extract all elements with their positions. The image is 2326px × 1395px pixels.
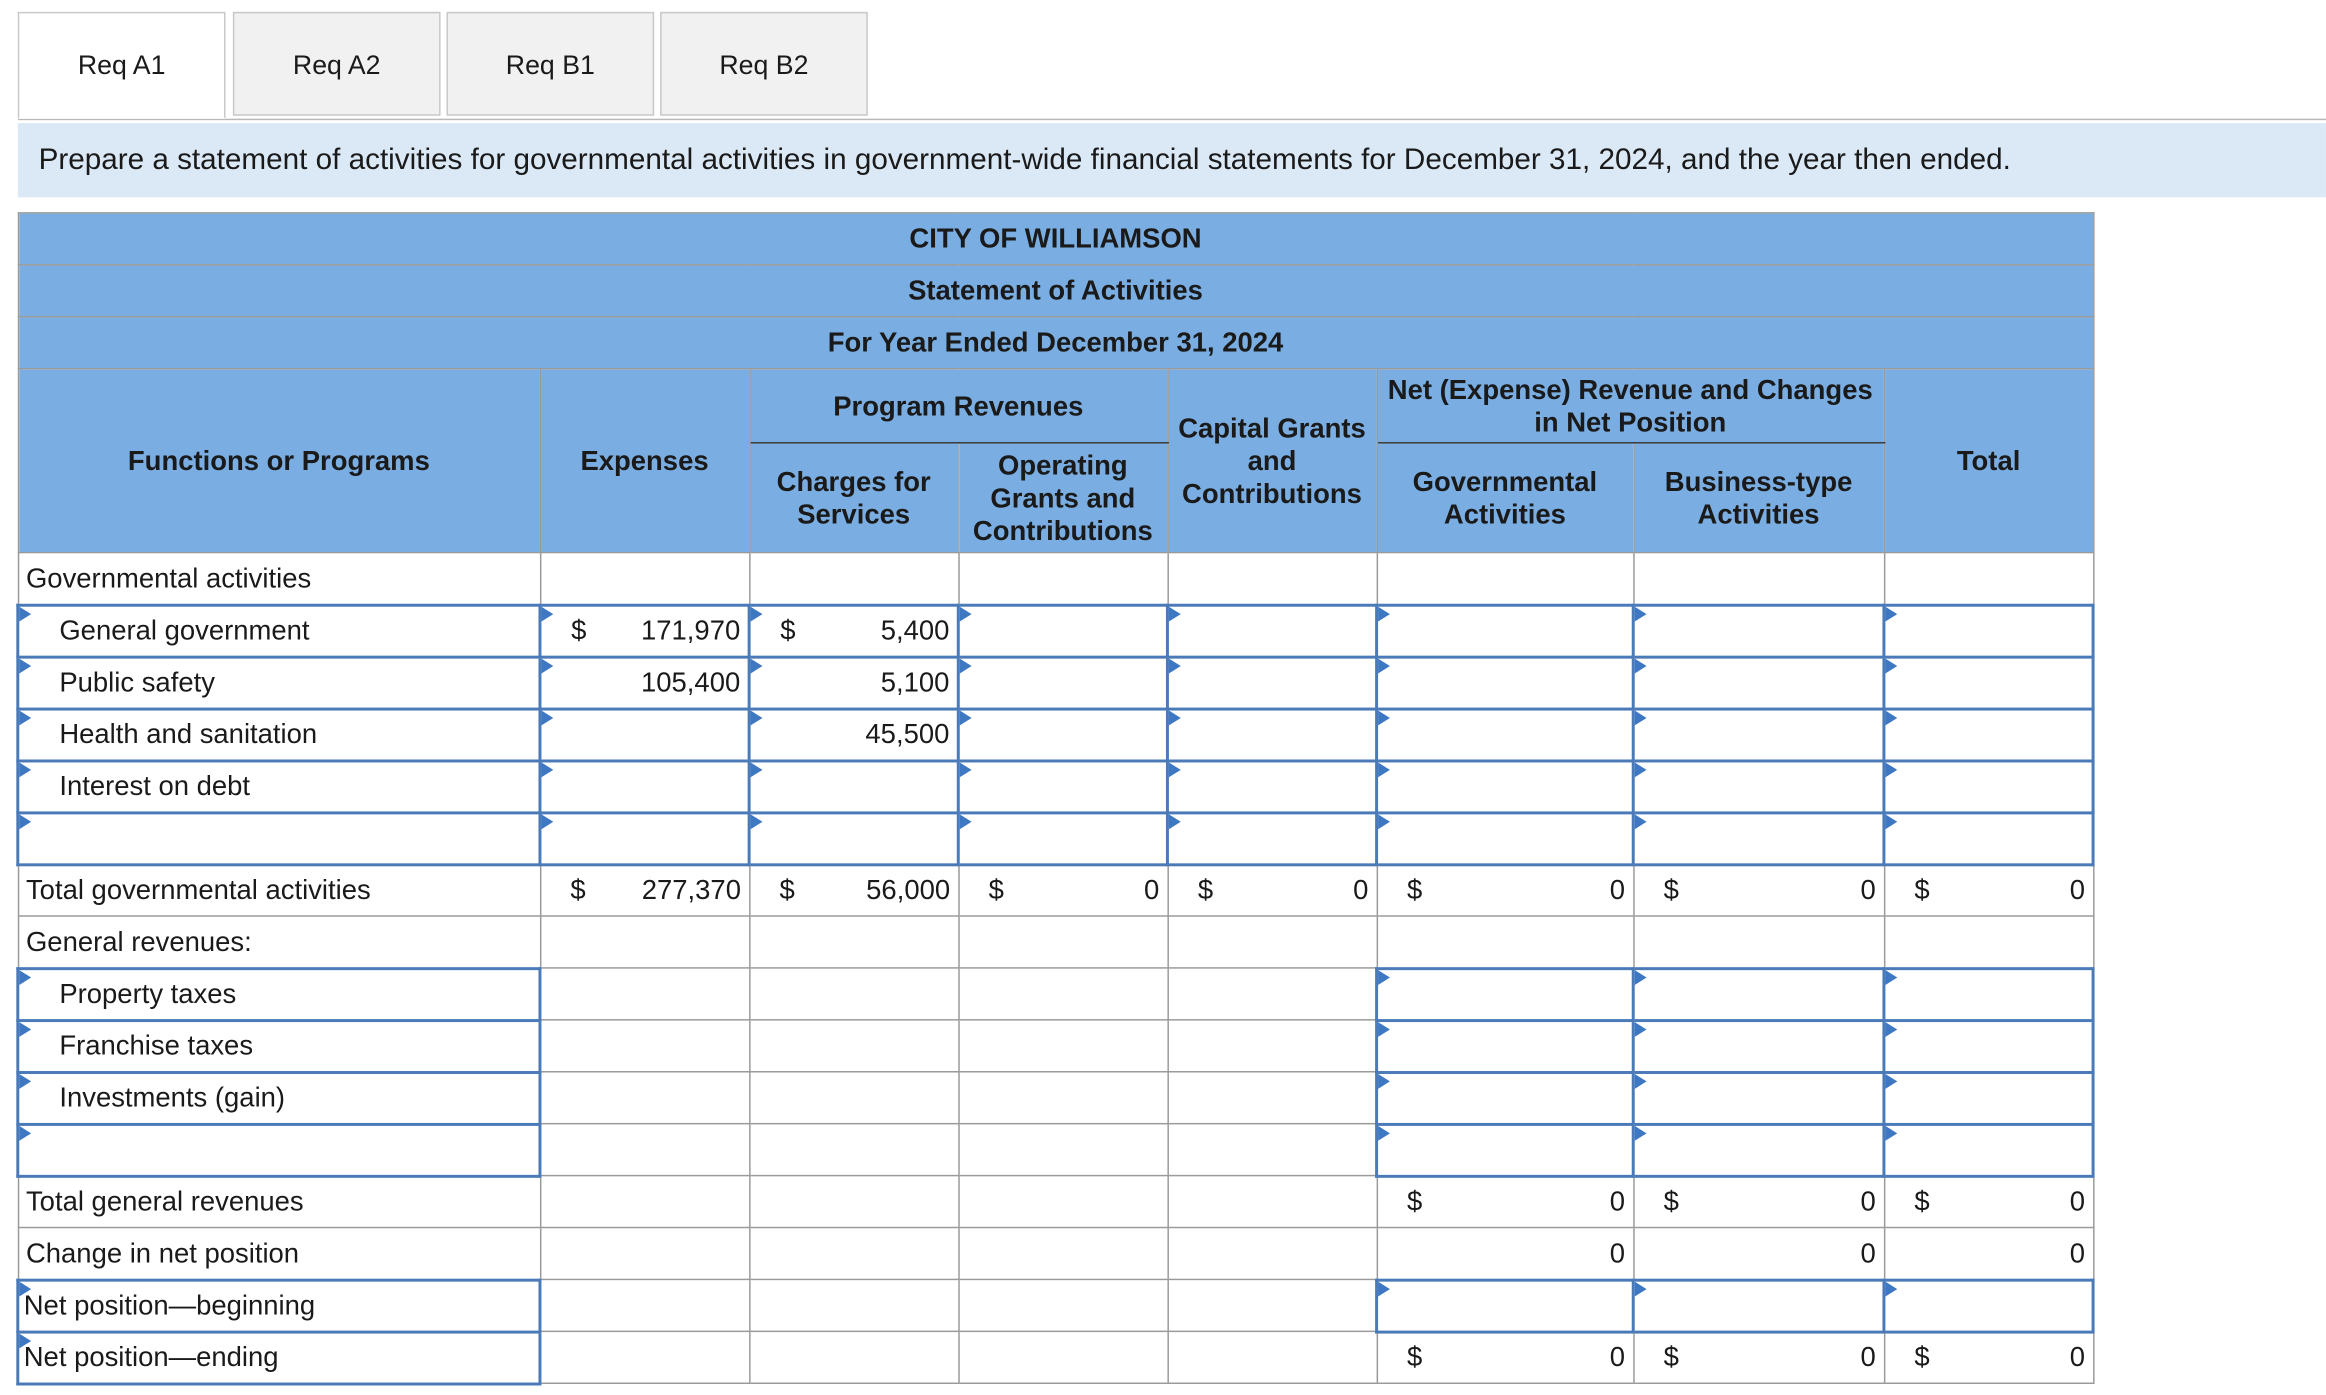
revenue-governmental-input[interactable] xyxy=(1377,1072,1634,1124)
currency-symbol: $ xyxy=(1407,1341,1423,1373)
business-input[interactable] xyxy=(1633,656,1884,708)
program-label-input[interactable]: Public safety xyxy=(18,656,540,708)
charges-input[interactable] xyxy=(749,760,958,812)
business-input[interactable] xyxy=(1633,760,1884,812)
expenses-input[interactable] xyxy=(540,812,749,864)
business-input[interactable] xyxy=(1633,812,1884,864)
statement-name: Statement of Activities xyxy=(18,265,2093,317)
total-charges-value: 56,000 xyxy=(866,874,951,906)
capital-input[interactable] xyxy=(1167,656,1376,708)
total-governmental-value: 0 xyxy=(1609,874,1626,906)
revenue-label-input[interactable] xyxy=(18,1124,540,1176)
total-general-business: 0 xyxy=(1860,1185,1876,1217)
currency-symbol: $ xyxy=(1197,874,1214,906)
program-label-input[interactable]: Health and sanitation xyxy=(18,708,540,760)
revenue-business-input[interactable] xyxy=(1633,968,1884,1020)
beginning-business-input[interactable] xyxy=(1633,1279,1884,1331)
revenue-label-input[interactable]: Investments (gain) xyxy=(18,1072,540,1124)
header-functions: Functions or Programs xyxy=(18,369,540,553)
operating-input[interactable] xyxy=(958,656,1167,708)
header-program-revenues: Program Revenues xyxy=(749,369,1167,443)
total-capital-value: 0 xyxy=(1353,874,1369,906)
operating-input[interactable] xyxy=(958,708,1167,760)
revenue-governmental-input[interactable] xyxy=(1377,1124,1634,1176)
total-general-total: 0 xyxy=(2069,1185,2086,1217)
currency-symbol: $ xyxy=(1914,1185,1930,1217)
capital-input[interactable] xyxy=(1167,604,1376,656)
program-label-input[interactable]: General government xyxy=(18,604,540,656)
tab-bar xyxy=(18,12,2326,120)
currency-symbol: $ xyxy=(1407,1185,1423,1217)
instruction-text: Prepare a statement of activities for governmental activities in government-wide financial statements for December 31, 2024, and the year then ended. xyxy=(18,123,2326,197)
charges-input[interactable] xyxy=(749,708,958,760)
charges-value: 45,500 xyxy=(865,717,950,750)
business-input[interactable] xyxy=(1633,604,1884,656)
header-business: Business-type Activities xyxy=(1633,443,1884,553)
governmental-input[interactable] xyxy=(1377,812,1634,864)
net-position-beginning-label[interactable]: Net position—beginning xyxy=(18,1279,540,1331)
revenue-label-input[interactable]: Franchise taxes xyxy=(18,1020,540,1072)
total-general-revenues-label: Total general revenues xyxy=(18,1176,540,1228)
total-input[interactable] xyxy=(1884,812,2093,864)
expenses-value: 171,970 xyxy=(641,614,741,646)
business-input[interactable] xyxy=(1633,708,1884,760)
revenue-governmental-input[interactable] xyxy=(1377,968,1634,1020)
change-business: 0 xyxy=(1860,1236,1876,1268)
currency-symbol: $ xyxy=(1663,1341,1679,1373)
currency-symbol: $ xyxy=(571,614,587,646)
change-in-net-position-label: Change in net position xyxy=(18,1228,540,1280)
ending-governmental: 0 xyxy=(1609,1341,1626,1373)
currency-symbol: $ xyxy=(1663,874,1679,906)
beginning-total-input[interactable] xyxy=(1884,1279,2093,1331)
header-charges: Charges for Services xyxy=(749,443,958,553)
program-label-input[interactable] xyxy=(18,812,540,864)
expenses-input[interactable] xyxy=(540,708,749,760)
currency-symbol: $ xyxy=(779,874,795,906)
header-operating: Operating Grants and Contributions xyxy=(958,443,1167,553)
revenue-governmental-input[interactable] xyxy=(1377,1020,1634,1072)
revenue-total-input[interactable] xyxy=(1884,1020,2093,1072)
governmental-input[interactable] xyxy=(1377,760,1634,812)
total-general-governmental: 0 xyxy=(1609,1185,1626,1217)
charges-input[interactable] xyxy=(749,604,958,656)
ending-business: 0 xyxy=(1860,1341,1876,1373)
total-total-value: 0 xyxy=(2069,874,2086,906)
header-capital: Capital Grants and Contributions xyxy=(1167,369,1376,553)
header-net-position: Net (Expense) Revenue and Changes in Net Position xyxy=(1377,369,1884,443)
total-expenses-value: 277,370 xyxy=(641,874,741,906)
revenue-total-input[interactable] xyxy=(1884,1124,2093,1176)
operating-input[interactable] xyxy=(958,760,1167,812)
currency-symbol: $ xyxy=(1914,1341,1930,1373)
charges-value: 5,400 xyxy=(880,614,950,646)
revenue-business-input[interactable] xyxy=(1633,1072,1884,1124)
capital-input[interactable] xyxy=(1167,708,1376,760)
header-expenses: Expenses xyxy=(540,369,749,553)
revenue-label-input[interactable]: Property taxes xyxy=(18,968,540,1020)
currency-symbol: $ xyxy=(570,874,586,906)
currency-symbol: $ xyxy=(1663,1185,1679,1217)
revenue-total-input[interactable] xyxy=(1884,1072,2093,1124)
expenses-value: 105,400 xyxy=(641,666,741,698)
total-input[interactable] xyxy=(1884,708,2093,760)
section-governmental-activities: Governmental activities xyxy=(18,553,540,605)
charges-input[interactable] xyxy=(749,656,958,708)
total-business-value: 0 xyxy=(1860,874,1876,906)
currency-symbol: $ xyxy=(780,614,796,646)
capital-input[interactable] xyxy=(1167,812,1376,864)
expenses-input[interactable] xyxy=(540,656,749,708)
total-governmental-label: Total governmental activities xyxy=(18,864,540,916)
currency-symbol: $ xyxy=(988,874,1004,906)
net-position-ending-label[interactable]: Net position—ending xyxy=(18,1331,540,1383)
revenue-total-input[interactable] xyxy=(1884,968,2093,1020)
ending-total: 0 xyxy=(2069,1341,2086,1373)
tab-req-a2[interactable]: Req A2 xyxy=(233,12,441,116)
revenue-business-input[interactable] xyxy=(1633,1124,1884,1176)
currency-symbol: $ xyxy=(1407,874,1423,906)
charges-value: 5,100 xyxy=(880,666,950,698)
header-governmental: Governmental Activities xyxy=(1377,443,1634,553)
beginning-governmental-input[interactable] xyxy=(1377,1279,1634,1331)
total-operating-value: 0 xyxy=(1144,874,1160,906)
total-input[interactable] xyxy=(1884,604,2093,656)
operating-input[interactable] xyxy=(958,812,1167,864)
operating-input[interactable] xyxy=(958,604,1167,656)
capital-input[interactable] xyxy=(1167,760,1376,812)
tab-req-b2[interactable]: Req B2 xyxy=(660,12,868,116)
tab-req-a1[interactable]: Req A1 xyxy=(18,12,226,119)
change-total: 0 xyxy=(2069,1236,2086,1268)
governmental-input[interactable] xyxy=(1377,656,1634,708)
program-label-input[interactable]: Interest on debt xyxy=(18,760,540,812)
tab-req-b1[interactable]: Req B1 xyxy=(447,12,655,116)
governmental-input[interactable] xyxy=(1377,604,1634,656)
total-input[interactable] xyxy=(1884,760,2093,812)
governmental-input[interactable] xyxy=(1377,708,1634,760)
section-general-revenues: General revenues: xyxy=(18,916,540,968)
header-total: Total xyxy=(1884,369,2093,553)
expenses-input[interactable] xyxy=(540,604,749,656)
entity-name: CITY OF WILLIAMSON xyxy=(18,213,2093,265)
currency-symbol: $ xyxy=(1914,874,1930,906)
charges-input[interactable] xyxy=(749,812,958,864)
total-input[interactable] xyxy=(1884,656,2093,708)
expenses-input[interactable] xyxy=(540,760,749,812)
statement-period: For Year Ended December 31, 2024 xyxy=(18,317,2093,369)
change-governmental: 0 xyxy=(1609,1236,1626,1268)
statement-of-activities-table xyxy=(16,212,2094,1385)
revenue-business-input[interactable] xyxy=(1633,1020,1884,1072)
